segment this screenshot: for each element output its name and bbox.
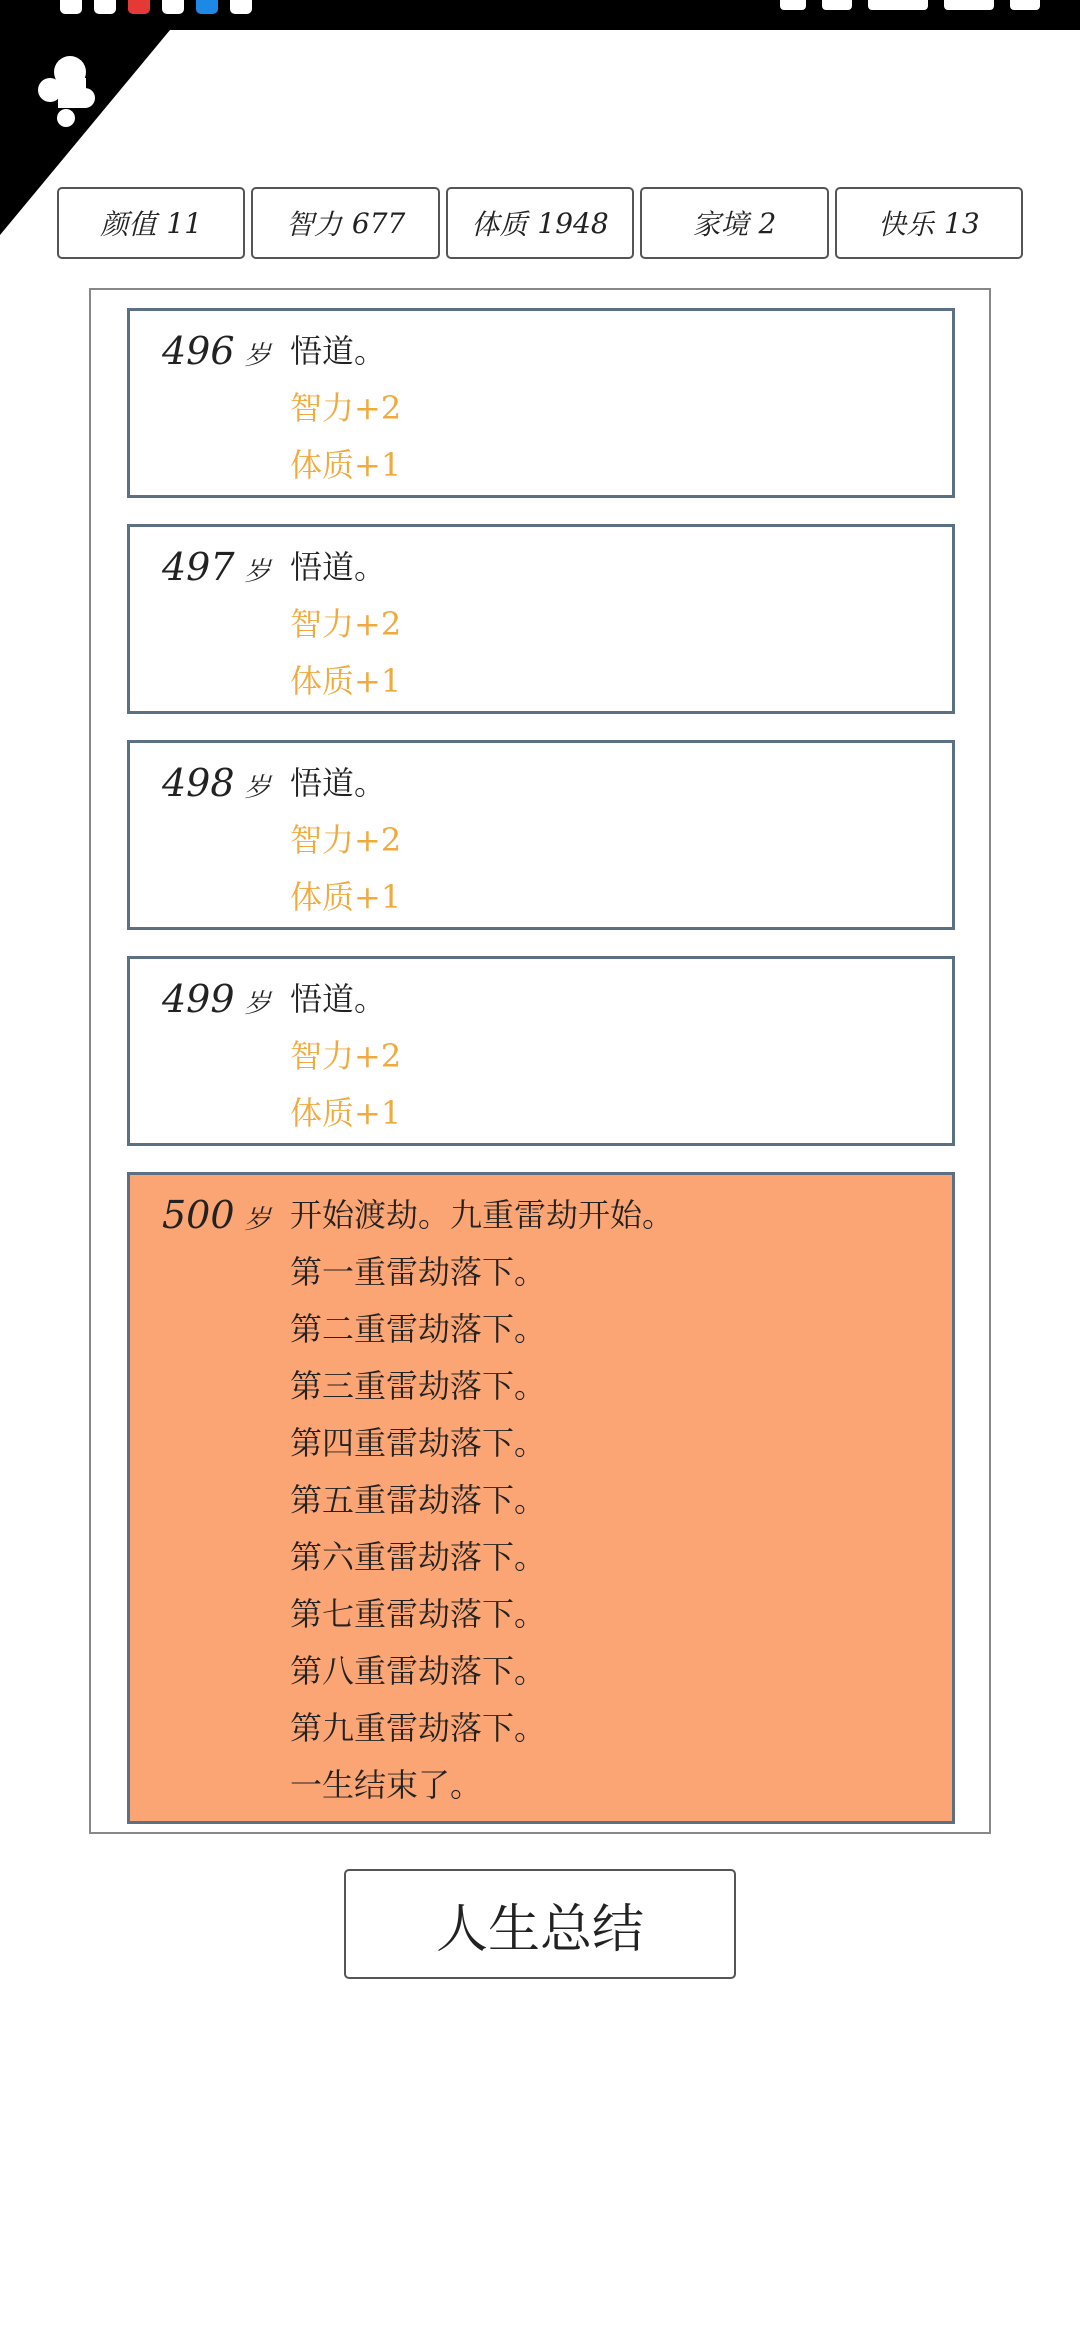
stat-value: 13 <box>944 206 980 240</box>
status-bar <box>0 0 1080 30</box>
event-text <box>290 1187 674 1814</box>
age-number: 498 <box>162 761 235 805</box>
stat-change: 体质+1 <box>290 662 402 700</box>
event-line: 开始渡劫。九重雷劫开始。 <box>290 1196 675 1234</box>
age-unit: 岁 <box>244 1205 271 1235</box>
stat-change: 体质+1 <box>290 878 402 916</box>
event-line: 第九重雷劫落下。 <box>290 1709 547 1747</box>
event-line: 悟道。 <box>290 764 387 802</box>
age-unit: 岁 <box>244 557 271 587</box>
stats-bar <box>57 187 1023 259</box>
event-line: 悟道。 <box>290 548 387 586</box>
age-number: 496 <box>162 329 235 373</box>
event-line: 第八重雷劫落下。 <box>290 1652 547 1690</box>
stat-box <box>57 187 245 259</box>
stat-label: 家境 <box>692 208 749 241</box>
event-line: 第一重雷劫落下。 <box>290 1253 547 1291</box>
age-number: 500 <box>162 1193 235 1237</box>
event-card <box>127 308 955 498</box>
stat-change: 智力+2 <box>290 605 402 643</box>
age-unit: 岁 <box>244 341 271 371</box>
stat-change: 智力+2 <box>290 1037 402 1075</box>
stat-label: 颜值 <box>100 208 157 241</box>
stat-box <box>446 187 634 259</box>
event-line: 第五重雷劫落下。 <box>290 1481 547 1519</box>
notification-icon <box>94 0 116 14</box>
event-line: 第三重雷劫落下。 <box>290 1367 547 1405</box>
age-unit: 岁 <box>244 989 271 1019</box>
wifi-icon <box>822 0 852 10</box>
time-indicator <box>1010 0 1040 10</box>
event-line: 一生结束了。 <box>290 1766 483 1804</box>
app-notification-icon <box>162 0 184 14</box>
life-summary-button[interactable]: 人生总结 <box>344 1869 736 1979</box>
event-age <box>162 545 271 589</box>
event-age <box>162 761 271 805</box>
stat-value: 1948 <box>537 206 609 240</box>
age-unit: 岁 <box>244 773 271 803</box>
app-notification-icon <box>196 0 218 14</box>
event-text <box>290 755 401 926</box>
stat-label: 快乐 <box>878 208 935 241</box>
event-card <box>127 740 955 930</box>
app-notification-icon <box>128 0 150 14</box>
event-text <box>290 971 401 1142</box>
signal-icon <box>780 0 806 10</box>
battery-icon <box>944 0 994 10</box>
stat-value: 677 <box>351 206 406 240</box>
stat-box <box>251 187 439 259</box>
event-line: 第七重雷劫落下。 <box>290 1595 547 1633</box>
stat-change: 体质+1 <box>290 446 402 484</box>
app-notification-icon <box>230 0 252 14</box>
event-card <box>127 524 955 714</box>
event-card <box>127 1172 955 1824</box>
event-text <box>290 323 401 494</box>
stat-change: 智力+2 <box>290 389 402 427</box>
stat-change: 智力+2 <box>290 821 402 859</box>
event-line: 悟道。 <box>290 332 387 370</box>
life-event-log[interactable] <box>89 288 991 1834</box>
event-line: 第二重雷劫落下。 <box>290 1310 547 1348</box>
age-number: 499 <box>162 977 235 1021</box>
event-card <box>127 956 955 1146</box>
stat-label: 智力 <box>285 208 342 241</box>
stat-label: 体质 <box>471 208 528 241</box>
age-number: 497 <box>162 545 235 589</box>
stat-box <box>835 187 1023 259</box>
stat-change: 体质+1 <box>290 1094 402 1132</box>
event-text <box>290 539 401 710</box>
stat-box <box>640 187 828 259</box>
event-age <box>162 1193 271 1237</box>
event-line: 第四重雷劫落下。 <box>290 1424 547 1462</box>
event-age <box>162 329 271 373</box>
network-icon <box>868 0 928 10</box>
event-age <box>162 977 271 1021</box>
stat-value: 11 <box>166 206 203 240</box>
event-line: 悟道。 <box>290 980 387 1018</box>
stat-value: 2 <box>758 206 777 240</box>
notification-icon <box>60 0 82 14</box>
event-line: 第六重雷劫落下。 <box>290 1538 547 1576</box>
